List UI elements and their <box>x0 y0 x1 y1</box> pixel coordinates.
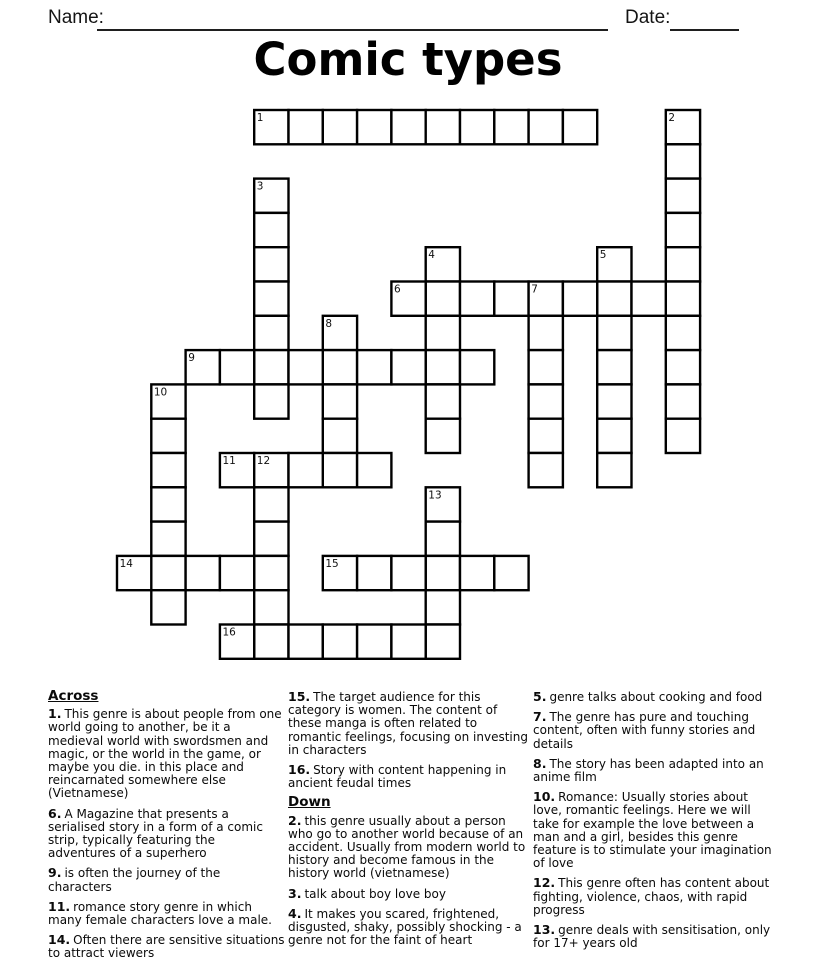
grid-cell[interactable] <box>426 590 460 624</box>
grid-cell[interactable] <box>151 590 185 624</box>
grid-cell[interactable] <box>323 350 357 384</box>
grid-cell[interactable] <box>529 384 563 418</box>
clue-across-16 <box>288 763 531 790</box>
grid-cell[interactable] <box>666 419 700 453</box>
cell-number: 14 <box>119 557 133 570</box>
clue-across-9 <box>48 866 286 893</box>
grid-cell[interactable] <box>288 110 322 144</box>
grid-cell[interactable] <box>323 110 357 144</box>
clue-number: 11. <box>48 898 71 914</box>
clue-number: 10. <box>533 789 556 805</box>
clues-column-2 <box>288 690 531 953</box>
clue-down-3 <box>288 887 531 901</box>
clue-across-15 <box>288 690 531 757</box>
date-label: Date: <box>625 7 671 28</box>
grid-cell[interactable] <box>254 247 288 281</box>
clue-across-11 <box>48 900 286 927</box>
grid-cell[interactable] <box>254 281 288 315</box>
grid-cell[interactable] <box>254 590 288 624</box>
clue-down-13 <box>533 923 773 950</box>
grid-cell[interactable] <box>426 556 460 590</box>
grid-cell[interactable] <box>666 179 700 213</box>
grid-cell[interactable] <box>220 350 254 384</box>
cell-number: 2 <box>668 112 676 125</box>
grid-cell[interactable] <box>357 110 391 144</box>
grid-cell[interactable] <box>426 624 460 658</box>
grid-cell[interactable] <box>426 110 460 144</box>
name-line[interactable] <box>97 10 608 31</box>
grid-cell[interactable] <box>597 453 631 487</box>
grid-cell[interactable] <box>391 350 425 384</box>
grid-cell[interactable] <box>460 350 494 384</box>
cell-number: 16 <box>222 626 236 639</box>
grid-cell[interactable] <box>186 556 220 590</box>
grid-cell[interactable] <box>288 624 322 658</box>
clue-down-7 <box>533 710 773 751</box>
grid-cell[interactable] <box>597 419 631 453</box>
grid-cell[interactable] <box>391 624 425 658</box>
clue-text: The target audience for this category is women. The content of these manga is often related to romantic feelings, focusing on investing in characters <box>288 690 528 757</box>
clue-number: 5. <box>533 689 547 704</box>
clue-number: 15. <box>288 689 311 704</box>
cell-number: 8 <box>325 317 333 330</box>
cell-number: 12 <box>256 454 271 467</box>
grid-cell[interactable] <box>288 350 322 384</box>
grid-cell[interactable] <box>357 453 391 487</box>
grid-cell[interactable] <box>151 522 185 556</box>
clue-number: 7. <box>533 709 547 725</box>
grid-cell[interactable] <box>460 281 494 315</box>
grid-cell[interactable] <box>323 384 357 418</box>
clue-number: 2. <box>288 812 302 828</box>
clue-across-6 <box>48 807 286 861</box>
grid-cell[interactable] <box>426 384 460 418</box>
grid-cell[interactable] <box>254 384 288 418</box>
clue-number: 1. <box>48 706 62 722</box>
cell-number: 11 <box>222 454 236 467</box>
grid-cell[interactable] <box>288 453 322 487</box>
clue-text: genre talks about cooking and food <box>549 690 763 704</box>
grid-cell[interactable] <box>597 281 631 315</box>
cell-number: 10 <box>153 386 168 399</box>
clue-number: 6. <box>48 805 62 821</box>
grid-cell[interactable] <box>494 110 528 144</box>
grid-cell[interactable] <box>597 350 631 384</box>
clue-down-4 <box>288 907 531 948</box>
grid-cell[interactable] <box>426 350 460 384</box>
clue-number: 16. <box>288 762 311 778</box>
clue-text: Romance: Usually stories about love, romantic feelings. Here we will take for example the love between a man and a girl, besides this genre feature is to stimulate your imagination of love <box>533 790 772 871</box>
clue-text: The story has been adapted into an anime film <box>533 756 764 785</box>
clue-text: The genre has pure and touching content, often with funny stories and details <box>533 710 756 751</box>
grid-cell[interactable] <box>563 110 597 144</box>
grid-cell[interactable] <box>494 281 528 315</box>
grid-cell[interactable] <box>666 144 700 178</box>
grid-cell[interactable] <box>597 384 631 418</box>
clue-text: A Magazine that presents a serialised story in a form of a comic strip, typically featuring the adventures of a superhero <box>48 806 263 861</box>
clue-text: genre deals with sensitisation, only for 17+ years old <box>533 923 771 951</box>
clue-number: 9. <box>48 865 62 881</box>
grid-cell[interactable] <box>666 213 700 247</box>
grid-cell[interactable] <box>357 624 391 658</box>
clue-text: talk about boy love boy <box>304 886 446 901</box>
grid-cell[interactable] <box>529 350 563 384</box>
clue-text: romance story genre in which many female characters love a male. <box>48 899 272 928</box>
grid-cell[interactable] <box>460 556 494 590</box>
grid-cell[interactable] <box>666 281 700 315</box>
grid-cell[interactable] <box>494 556 528 590</box>
name-label: Name: <box>48 7 104 28</box>
clue-across-1 <box>48 707 286 800</box>
grid-cell[interactable] <box>426 316 460 350</box>
grid-cell[interactable] <box>220 556 254 590</box>
grid-cell[interactable] <box>666 316 700 350</box>
cell-number: 13 <box>428 489 442 502</box>
cell-number: 1 <box>256 112 264 125</box>
clue-down-5 <box>533 690 773 704</box>
grid-cell[interactable] <box>631 281 665 315</box>
grid-cell[interactable] <box>426 281 460 315</box>
cell-number: 3 <box>256 180 264 193</box>
clue-number: 3. <box>288 885 302 901</box>
date-line[interactable] <box>670 10 739 31</box>
cell-number: 15 <box>325 557 339 570</box>
grid-cell[interactable] <box>529 453 563 487</box>
cell-number: 4 <box>428 249 435 262</box>
grid-cell[interactable] <box>460 110 494 144</box>
clues-column-3 <box>533 690 773 956</box>
clue-across-14 <box>48 933 286 957</box>
grid-cell[interactable] <box>597 316 631 350</box>
clue-number: 12. <box>533 875 556 891</box>
grid-cell[interactable] <box>151 487 185 521</box>
clue-text: Often there are sensitive situations to attract viewers <box>48 933 285 957</box>
grid-cell[interactable] <box>666 247 700 281</box>
grid-cell[interactable] <box>391 556 425 590</box>
grid-cell[interactable] <box>254 487 288 521</box>
grid-cell[interactable] <box>254 316 288 350</box>
grid-cell[interactable] <box>151 556 185 590</box>
clue-number: 4. <box>288 905 302 921</box>
clues-column-1 <box>48 690 286 957</box>
grid-cell[interactable] <box>563 281 597 315</box>
grid-cell[interactable] <box>357 556 391 590</box>
clue-down-12 <box>533 876 773 917</box>
grid-cell[interactable] <box>529 316 563 350</box>
clue-text: It makes you scared, frightened, disgusted, shaky, possibly shocking - a genre not for the faint of heart <box>288 906 522 948</box>
clue-down-10 <box>533 790 773 870</box>
cell-number: 7 <box>531 283 538 296</box>
clue-text: is often the journey of the characters <box>48 866 221 894</box>
clue-text: This genre is about people from one world going to another, be it a medieval world with swordsmen and magic, or the world in the game, or maybe you die. in this place and reincarnated somewhere else (Vietnamese) <box>48 707 282 801</box>
clue-down-2 <box>288 814 531 881</box>
grid-cell[interactable] <box>666 350 700 384</box>
grid-cell[interactable] <box>666 384 700 418</box>
grid-cell[interactable] <box>254 350 288 384</box>
grid-cell[interactable] <box>151 453 185 487</box>
cell-number: 5 <box>599 249 607 262</box>
grid-cell[interactable] <box>426 419 460 453</box>
clue-text: Story with content happening in ancient feudal times <box>288 763 507 791</box>
grid-cell[interactable] <box>254 522 288 556</box>
clue-text: This genre often has content about fighting, violence, chaos, with rapid progress <box>533 876 770 917</box>
grid-cell[interactable] <box>391 110 425 144</box>
grid-cell[interactable] <box>323 419 357 453</box>
grid-cell[interactable] <box>426 522 460 556</box>
grid-cell[interactable] <box>151 419 185 453</box>
clue-down-8 <box>533 757 773 784</box>
down-header: Down <box>288 794 331 811</box>
grid-cell[interactable] <box>323 453 357 487</box>
clue-number: 14. <box>48 932 71 948</box>
grid-cell[interactable] <box>254 213 288 247</box>
grid-cell[interactable] <box>254 624 288 658</box>
page-title: Comic types <box>253 33 563 86</box>
clue-number: 13. <box>533 922 556 938</box>
clue-number: 8. <box>533 755 547 771</box>
grid-cell[interactable] <box>529 419 563 453</box>
cell-number: 6 <box>393 283 401 296</box>
cell-number: 9 <box>188 352 195 365</box>
grid-cell[interactable] <box>254 556 288 590</box>
grid-cell[interactable] <box>529 110 563 144</box>
clue-text: this genre usually about a person who go to another world because of an accident. Usually from modern world to history and become famous in the history world (vietnamese) <box>288 813 526 881</box>
grid-cell[interactable] <box>323 624 357 658</box>
across-header: Across <box>48 688 99 704</box>
grid-cell[interactable] <box>357 350 391 384</box>
crossword-grid <box>117 110 700 659</box>
